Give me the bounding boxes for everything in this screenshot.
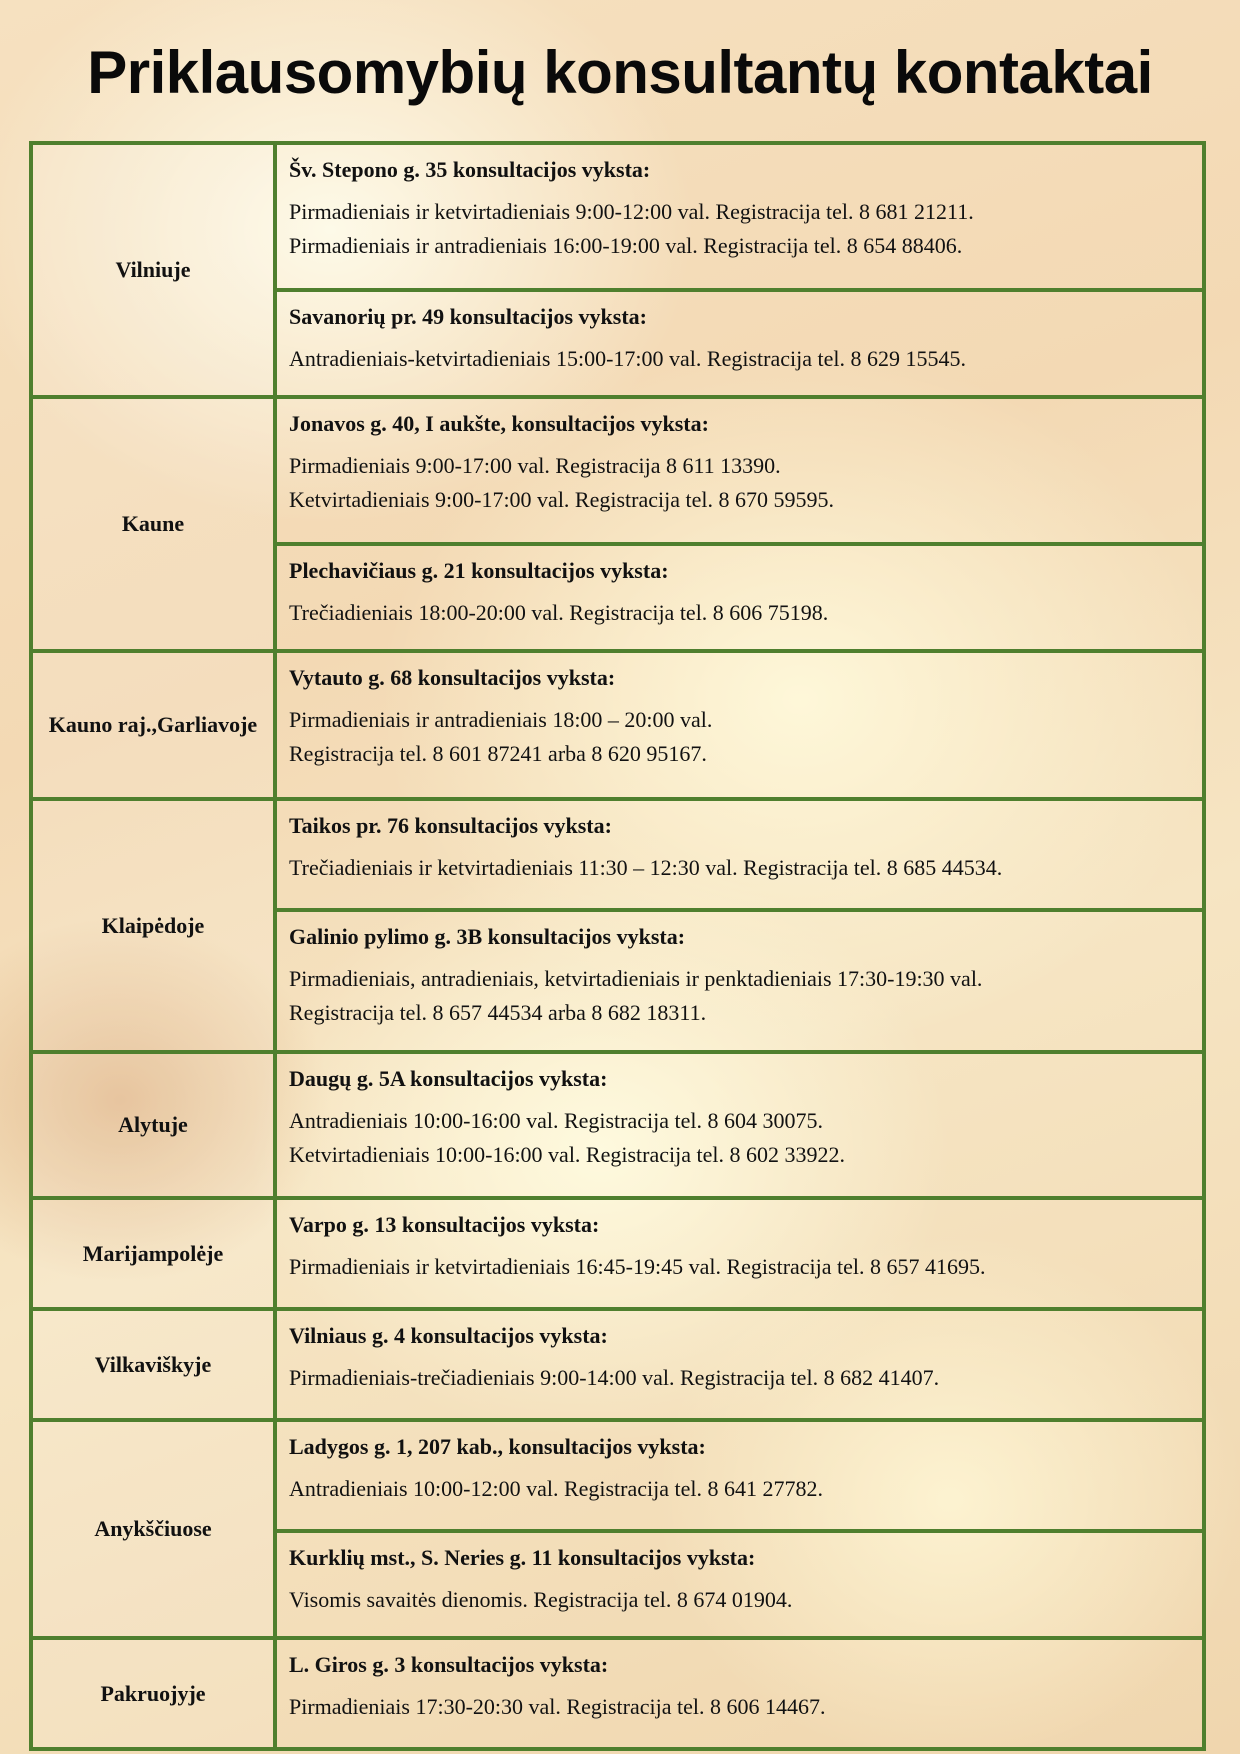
location-address: Šv. Stepono g. 35 konsultacijos vyksta: [289,157,651,182]
location-address: Galinio pylimo g. 3B konsultacijos vyksta: [289,924,686,949]
location-address: Varpo g. 13 konsultacijos vyksta: [289,1212,600,1237]
schedule-line: Trečiadieniais 18:00-20:00 val. Registracija tel. 8 606 75198. [289,600,829,625]
location-entry [277,288,1202,395]
city-name: Kaune [33,399,277,649]
city-name [33,653,277,797]
location-address: Vilniaus g. 4 konsultacijos vyksta: [289,1323,608,1348]
city-name: Pakruojyje [33,1640,277,1747]
location-entry [277,1311,1202,1418]
city-name: Vilniuje [33,145,277,395]
city-group [33,395,1202,649]
location-address: Daugų g. 5A konsultacijos vyksta: [289,1066,608,1091]
schedule-line: Registracija tel. 8 601 87241 arba 8 620 95167. [289,741,707,766]
city-name: Vilkaviškyje [33,1311,277,1418]
city-name: Anykščiuose [33,1422,277,1636]
schedule-line: Pirmadieniais 9:00-17:00 val. Registracija 8 611 13390. [289,453,781,478]
location-address: Savanorių pr. 49 konsultacijos vyksta: [289,304,647,329]
city-group [33,145,1202,395]
schedule-line: Registracija tel. 8 657 44534 arba 8 682 18311. [289,1000,707,1025]
city-group [33,797,1202,1050]
city-name-line: Garliavoje [156,712,258,737]
location-entry [277,1640,1202,1747]
location-entry [277,542,1202,649]
city-name: Marijampolėje [33,1200,277,1307]
location-entry [277,801,1202,908]
location-entry [277,399,1202,542]
city-group [33,1196,1202,1307]
page-title: Priklausomybių konsultantų kontaktai [87,39,1153,106]
schedule-line: Pirmadieniais 17:30-20:30 val. Registracija tel. 8 606 14467. [289,1694,826,1719]
location-address: L. Giros g. 3 konsultacijos vyksta: [289,1652,609,1677]
location-entry [277,1529,1202,1636]
location-entry [277,1054,1202,1196]
location-entry [277,908,1202,1050]
city-group [33,1636,1202,1747]
location-entry [277,1422,1202,1529]
schedule-line: Pirmadieniais ir antradieniais 18:00 – 20:00 val. [289,707,713,732]
schedule-line: Visomis savaitės dienomis. Registracija tel. 8 674 01904. [289,1587,793,1612]
location-address: Ladygos g. 1, 207 kab., konsultacijos vyksta: [289,1434,706,1459]
schedule-line: Pirmadieniais ir ketvirtadieniais 9:00-12:00 val. Registracija tel. 8 681 21211. [289,199,974,224]
location-address: Kurklių mst., S. Neries g. 11 konsultacijos vyksta: [289,1545,756,1570]
schedule-line: Pirmadieniais ir ketvirtadieniais 16:45-19:45 val. Registracija tel. 8 657 41695. [289,1254,986,1279]
city-name-line: Kauno raj., [48,712,157,737]
location-entry [277,145,1202,288]
city-name: Klaipėdoje [33,801,277,1050]
location-entry [277,653,1202,797]
city-group [33,1307,1202,1418]
schedule-line: Ketvirtadieniais 9:00-17:00 val. Registracija tel. 8 670 59595. [289,487,834,512]
location-address: Plechavičiaus g. 21 konsultacijos vyksta: [289,558,669,583]
schedule-line: Pirmadieniais ir antradieniais 16:00-19:00 val. Registracija tel. 8 654 88406. [289,233,963,258]
location-entry [277,1200,1202,1307]
city-group [33,1418,1202,1636]
city-name: Alytuje [33,1054,277,1196]
schedule-line: Antradieniais 10:00-16:00 val. Registracija tel. 8 604 30075. [289,1108,824,1133]
contacts-table [29,141,1206,1751]
schedule-line: Ketvirtadieniais 10:00-16:00 val. Registracija tel. 8 602 33922. [289,1142,845,1167]
schedule-line: Pirmadieniais-trečiadieniais 9:00-14:00 val. Registracija tel. 8 682 41407. [289,1365,940,1390]
location-address: Taikos pr. 76 konsultacijos vyksta: [289,813,612,838]
location-address: Jonavos g. 40, I aukšte, konsultacijos vyksta: [289,411,709,436]
city-group [33,1050,1202,1196]
schedule-line: Antradieniais 10:00-12:00 val. Registracija tel. 8 641 27782. [289,1476,824,1501]
location-address: Vytauto g. 68 konsultacijos vyksta: [289,665,616,690]
city-group [33,649,1202,797]
schedule-line: Antradieniais-ketvirtadieniais 15:00-17:00 val. Registracija tel. 8 629 15545. [289,346,966,371]
schedule-line: Pirmadieniais, antradieniais, ketvirtadieniais ir penktadieniais 17:30-19:30 val. [289,966,983,991]
schedule-line: Trečiadieniais ir ketvirtadieniais 11:30 – 12:30 val. Registracija tel. 8 685 44534. [289,855,1003,880]
